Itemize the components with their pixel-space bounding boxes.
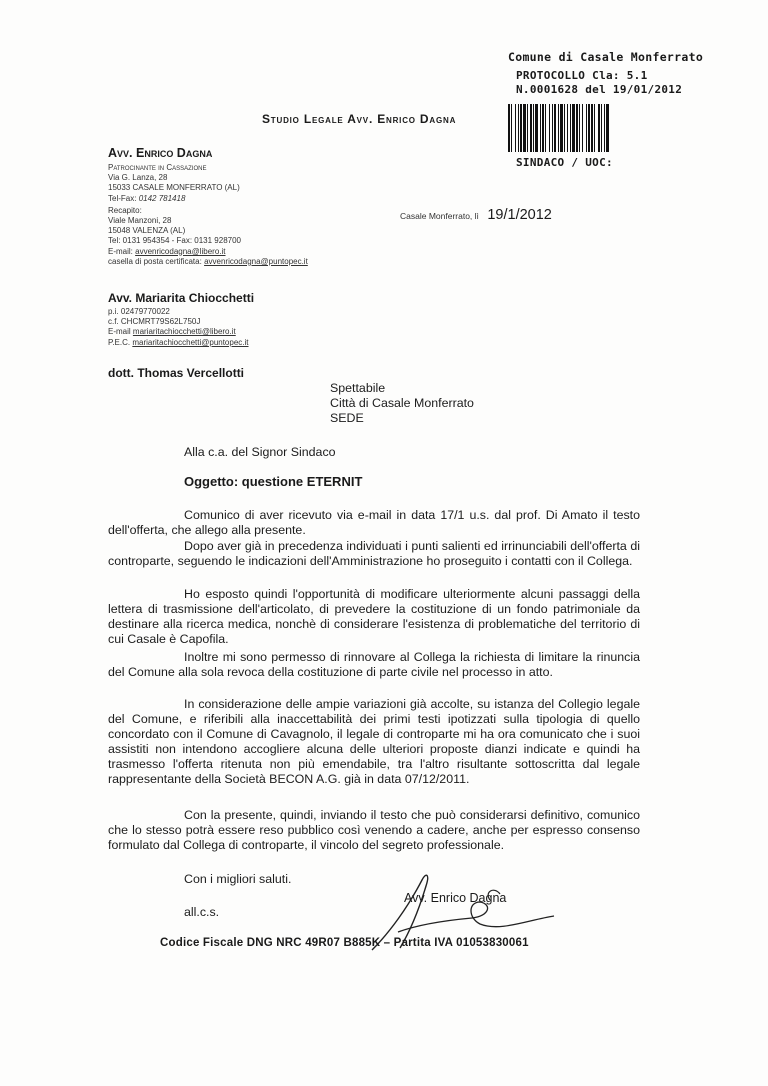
stamp-numero: N.0001628 del 19/01/2012: [516, 83, 683, 96]
lawyer3-name: dott. Thomas Vercellotti: [108, 366, 245, 380]
lawyer1-qualifica: Patrocinante in Cassazione: [108, 163, 207, 172]
protocol-stamp: [508, 50, 718, 96]
body-paragraph-5: In considerazione delle ampie variazioni già accolte, su istanza del Collegio legale del Comune, e riferibili alla inaccettabilità dei primi testi ipotizzati sulla tipologia di quello concordato con il Comune di Cavagnolo, il legale di controparte mi ha ora comunicato che i suoi assistiti non intendono accogliere alcuna delle ulteriori proposte dianzi indicate e quindi ha trasmesso l'offerta ritenuta non più emendabile, tra l'altro risultante sottoscritta dal legale rappresentante della Società BECON A.G. già in data 07/12/2011.: [108, 697, 640, 787]
stamp-protocollo: PROTOCOLLO Cla: 5.1: [516, 69, 648, 82]
lawyer2-pec-label: P.E.C.: [108, 337, 131, 347]
lawyer1-email-label: E-mail:: [108, 246, 133, 256]
lawyer2-email: [108, 327, 254, 337]
subject-line: Oggetto: questione ETERNIT: [184, 474, 363, 489]
lawyer1-telfax: [108, 194, 308, 204]
lawyer1-pec: [108, 257, 308, 267]
lawyer1-recapito-label: Recapito:: [108, 205, 142, 215]
attention-line: Alla c.a. del Signor Sindaco: [184, 445, 336, 459]
recipient-line2: Città di Casale Monferrato: [330, 396, 474, 411]
lawyer1-recapito-citta: 15048 VALENZA (AL): [108, 226, 186, 236]
date-line: [400, 206, 552, 224]
date-place: Casale Monferrato, lì: [400, 211, 479, 221]
lawyer2-email-link[interactable]: mariaritachiocchetti@libero.it: [132, 327, 236, 337]
recipient-block: [330, 381, 474, 426]
body-paragraph-3: Ho esposto quindi l'opportunità di modificare ulteriormente alcuni passaggi della lettera di trasmissione dell'articolato, di prevedere la costituzione di un fondo patrimoniale da destinare alla ricerca medica, nonchè di considerare l'esistenza di problematiche del territorio di cui Casale è Capofila.: [108, 587, 640, 647]
barcode-icon: [508, 104, 708, 152]
body-paragraph-6: Con la presente, quindi, inviando il testo che può considerarsi definitivo, comunico che lo stesso potrà essere reso pubblico così venendo a cadere, anche per espresso consenso formulato dal Collega di controparte, il vincolo del segreto professionale.: [108, 808, 640, 853]
enclosure: all.c.s.: [184, 905, 220, 919]
body-paragraph-1: Comunico di aver ricevuto via e-mail in data 17/1 u.s. dal prof. Di Amato il testo dell'offerta, che allego alla presente.: [108, 508, 640, 538]
body-paragraph-4: Inoltre mi sono permesso di rinnovare al Collega la richiesta di limitare la rinuncia del Comune alla sola revoca della costituzione di parte civile nel processo in atto.: [108, 650, 640, 680]
stamp-ufficio: SINDACO / UOC:: [516, 156, 613, 169]
lawyer1-pec-link[interactable]: avvenricodagna@puntopec.it: [204, 256, 308, 266]
lawyer1-citta: 15033 CASALE MONFERRATO (AL): [108, 183, 240, 193]
lawyer2-email-label: E-mail: [108, 327, 131, 337]
lawyer1-email: [108, 247, 308, 257]
barcode-bar: [609, 104, 610, 152]
lawyer1-pec-label: casella di posta certificata:: [108, 256, 202, 266]
lawyer1-name: Avv. Enrico Dagna: [108, 146, 213, 160]
lawyer2-name: Avv. Mariarita Chiocchetti: [108, 291, 255, 305]
lawyer2-block: [108, 291, 254, 348]
body-paragraph-7: Con i migliori saluti.: [184, 872, 292, 886]
lawyer2-pec: [108, 338, 254, 348]
lawyer1-email-link[interactable]: avvenricodagna@libero.it: [135, 246, 226, 256]
lawyer1-block: [108, 146, 308, 267]
lawyer1-tel-fax: Tel: 0131 954354 - Fax: 0131 928700: [108, 236, 241, 246]
studio-title: Studio Legale Avv. Enrico Dagna: [262, 112, 457, 126]
lawyer2-pec-link[interactable]: mariaritachiocchetti@puntopec.it: [132, 337, 249, 347]
lawyer1-telfax-value: 0142 781418: [138, 193, 186, 203]
signature-stroke-loop: [398, 902, 554, 932]
signature-name: Avv. Enrico Dagna: [404, 891, 507, 905]
recipient-line1: Spettabile: [330, 381, 386, 395]
signature-stroke-tail: [488, 890, 500, 900]
lawyer1-telfax-label: Tel-Fax:: [108, 193, 137, 203]
lawyer1-recapito-via: Viale Manzoni, 28: [108, 216, 172, 226]
body-paragraph-2: Dopo aver già in precedenza individuati i punti salienti ed irrinunciabili dell'offerta di controparte, seguendo le indicazioni dell'Amministrazione ho proseguito i contatti con il Collega.: [108, 539, 640, 569]
lawyer2-piva: p.i. 02479770022: [108, 307, 170, 316]
lawyer1-via: Via G. Lanza, 28: [108, 173, 168, 183]
footer-codice-fiscale: Codice Fiscale DNG NRC 49R07 B885K – Partita IVA 01053830061: [160, 937, 529, 949]
recipient-line3: SEDE: [330, 411, 364, 426]
date-value: 19/1/2012: [487, 207, 552, 223]
stamp-comune: Comune di Casale Monferrato: [508, 50, 704, 64]
lawyer2-cf: c.f. CHCMRT79S62L750J: [108, 317, 201, 327]
